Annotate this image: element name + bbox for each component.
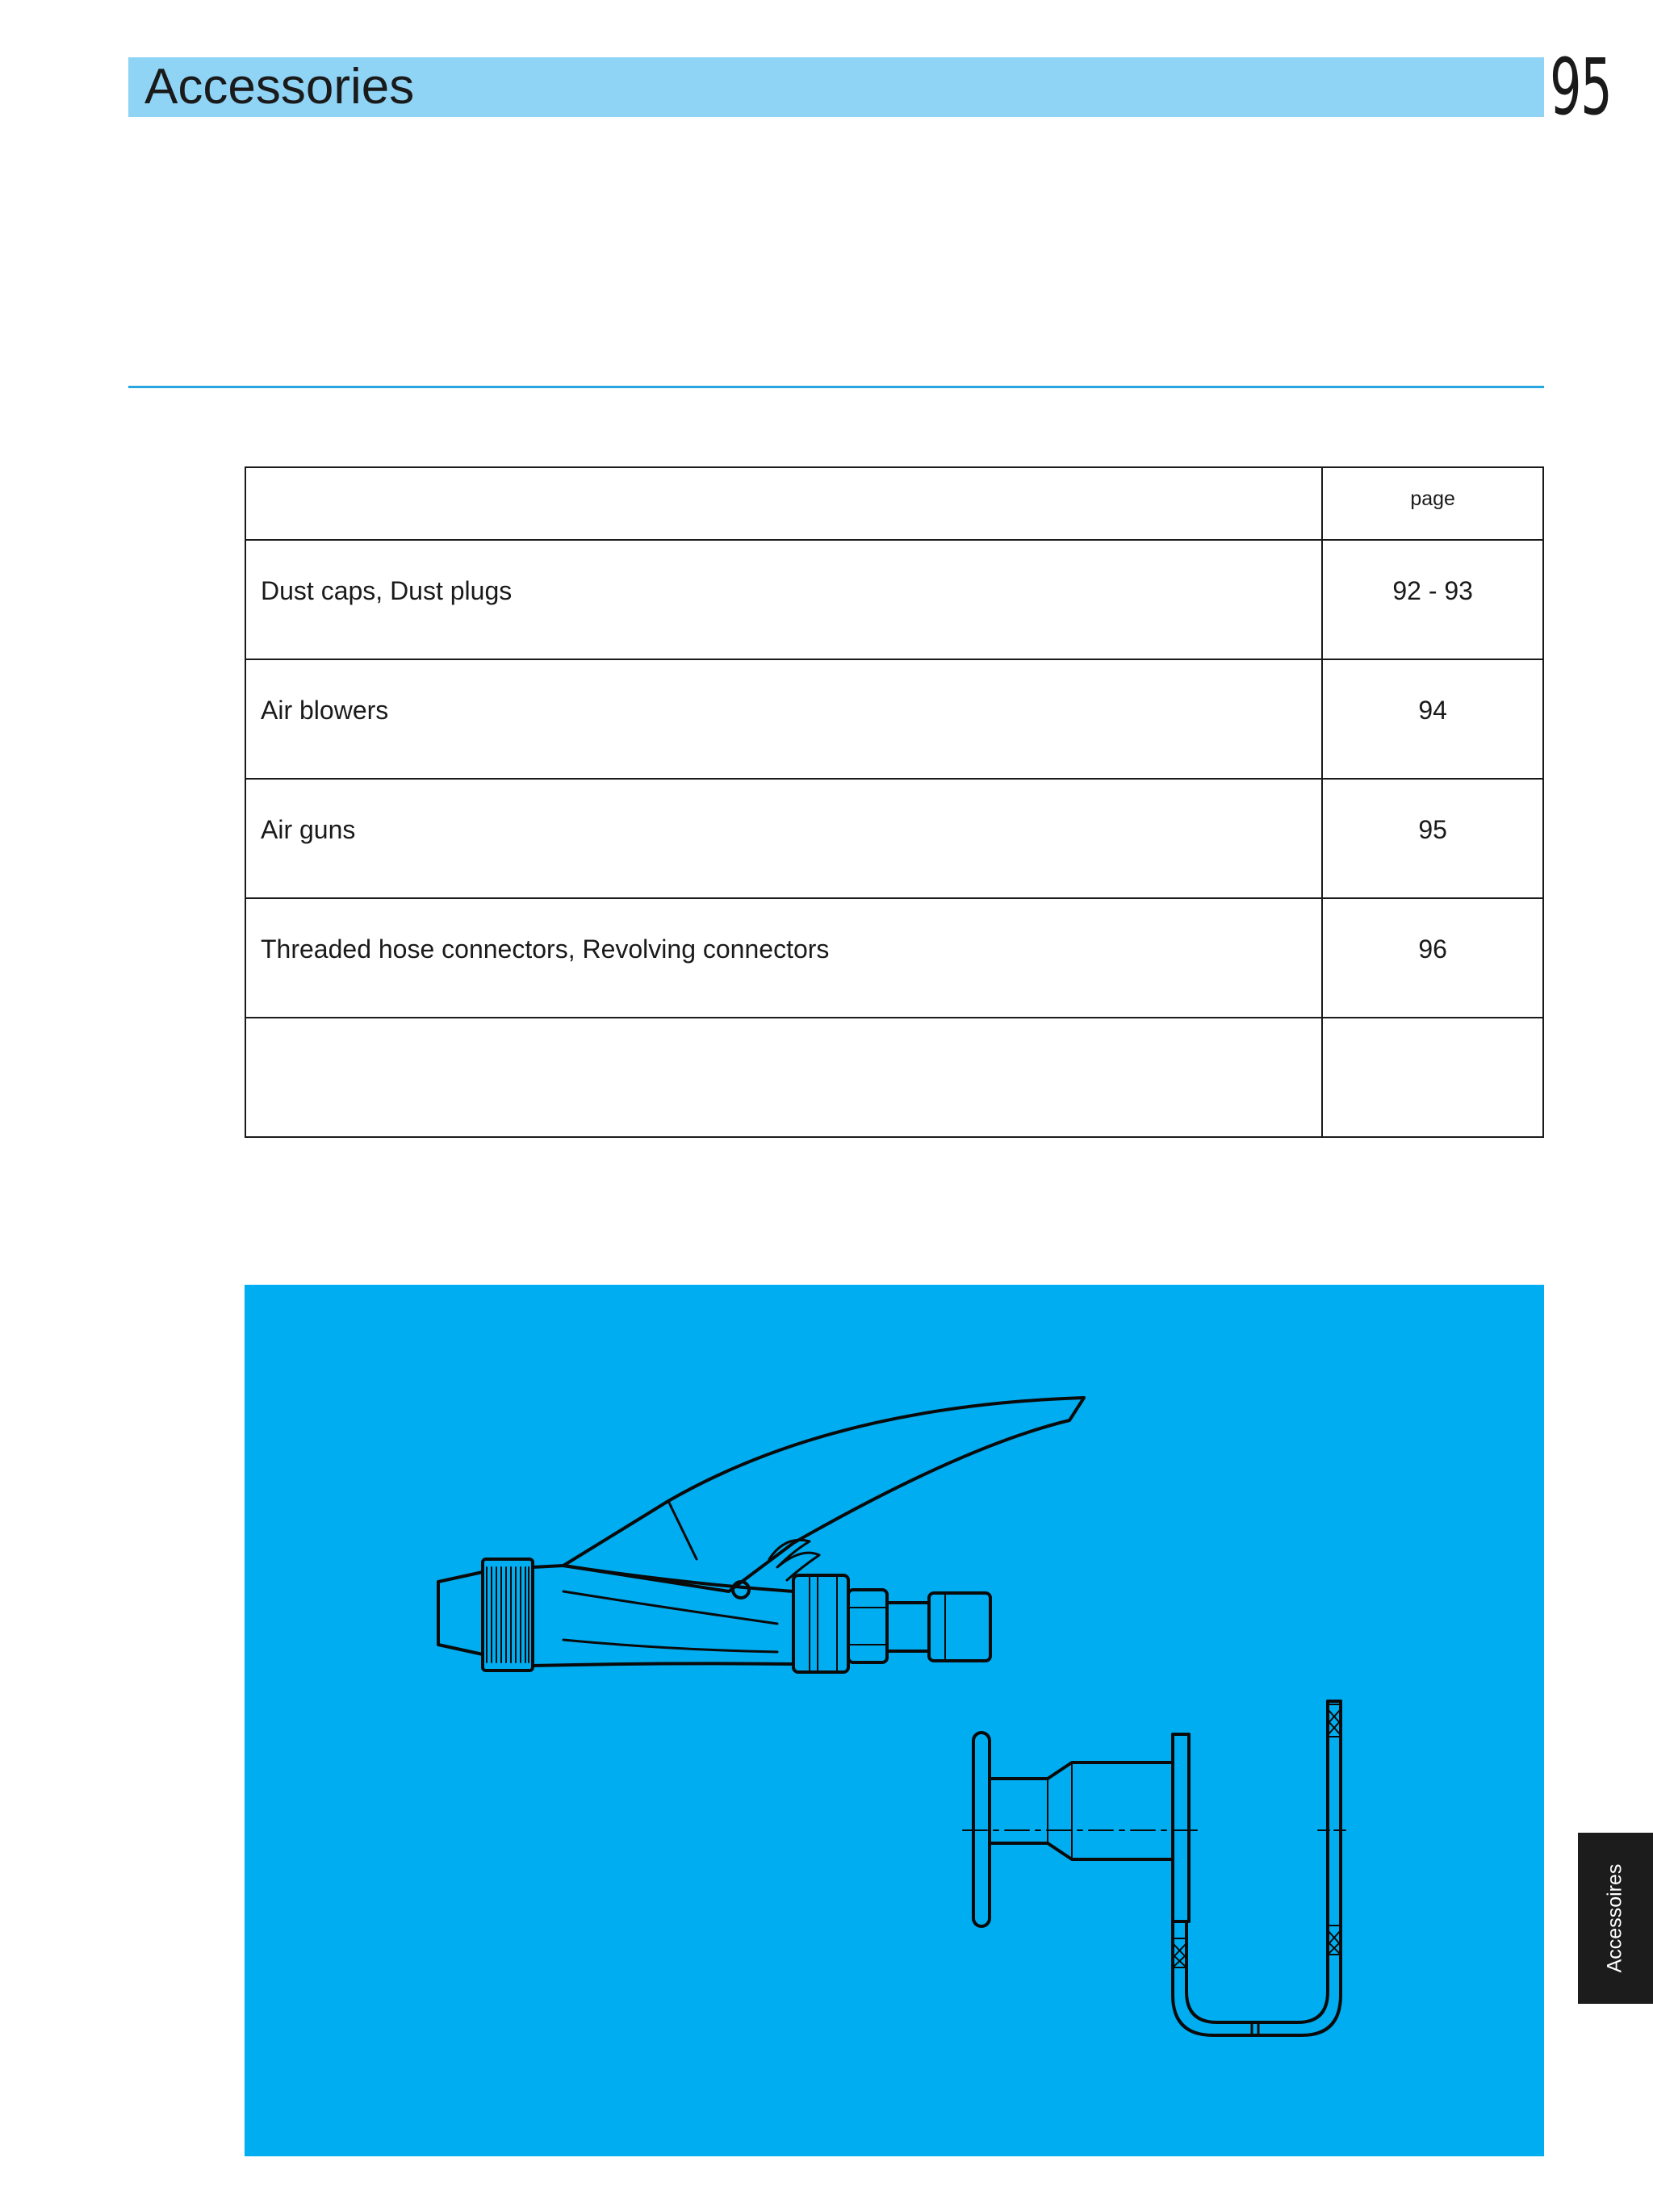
row-page-cell (1322, 898, 1543, 1018)
row-title-cell (245, 779, 1322, 898)
table-row (245, 659, 1543, 779)
side-tab-label: Accessoires (1603, 1863, 1626, 1973)
row-page: 94 (1418, 696, 1447, 725)
table-row-empty (245, 1018, 1543, 1137)
row-page-cell (1322, 540, 1543, 659)
page-number: 95 (1550, 42, 1612, 132)
section-side-tab (1578, 1833, 1653, 2004)
row-title: Dust caps, Dust plugs (261, 576, 513, 605)
table-row (245, 779, 1543, 898)
row-page-cell (1322, 1018, 1543, 1137)
air-blower-drawing (963, 1701, 1346, 2035)
illustration-panel (245, 1285, 1544, 2156)
page-title: Accessories (144, 59, 415, 115)
row-page-cell (1322, 659, 1543, 779)
header-cell-title (245, 467, 1322, 540)
row-title-cell (245, 1018, 1322, 1137)
page-column-label: page (1410, 487, 1455, 510)
row-title-cell (245, 898, 1322, 1018)
header-cell-page (1322, 467, 1543, 540)
illustration-svg (245, 1285, 1544, 2156)
table-row (245, 898, 1543, 1018)
row-title: Air blowers (261, 696, 389, 725)
air-gun-drawing (438, 1398, 1084, 1672)
contents-table (245, 466, 1544, 1138)
row-page: 95 (1418, 815, 1447, 844)
divider-line (128, 386, 1544, 388)
row-title-cell (245, 659, 1322, 779)
table-header-row (245, 467, 1543, 540)
title-bar (128, 57, 1544, 117)
row-title: Threaded hose connectors, Revolving connectors (261, 935, 830, 964)
row-title: Air guns (261, 815, 356, 844)
row-page: 92 - 93 (1392, 576, 1473, 605)
table-row (245, 540, 1543, 659)
row-page: 96 (1418, 935, 1447, 964)
row-title-cell (245, 540, 1322, 659)
row-page-cell (1322, 779, 1543, 898)
